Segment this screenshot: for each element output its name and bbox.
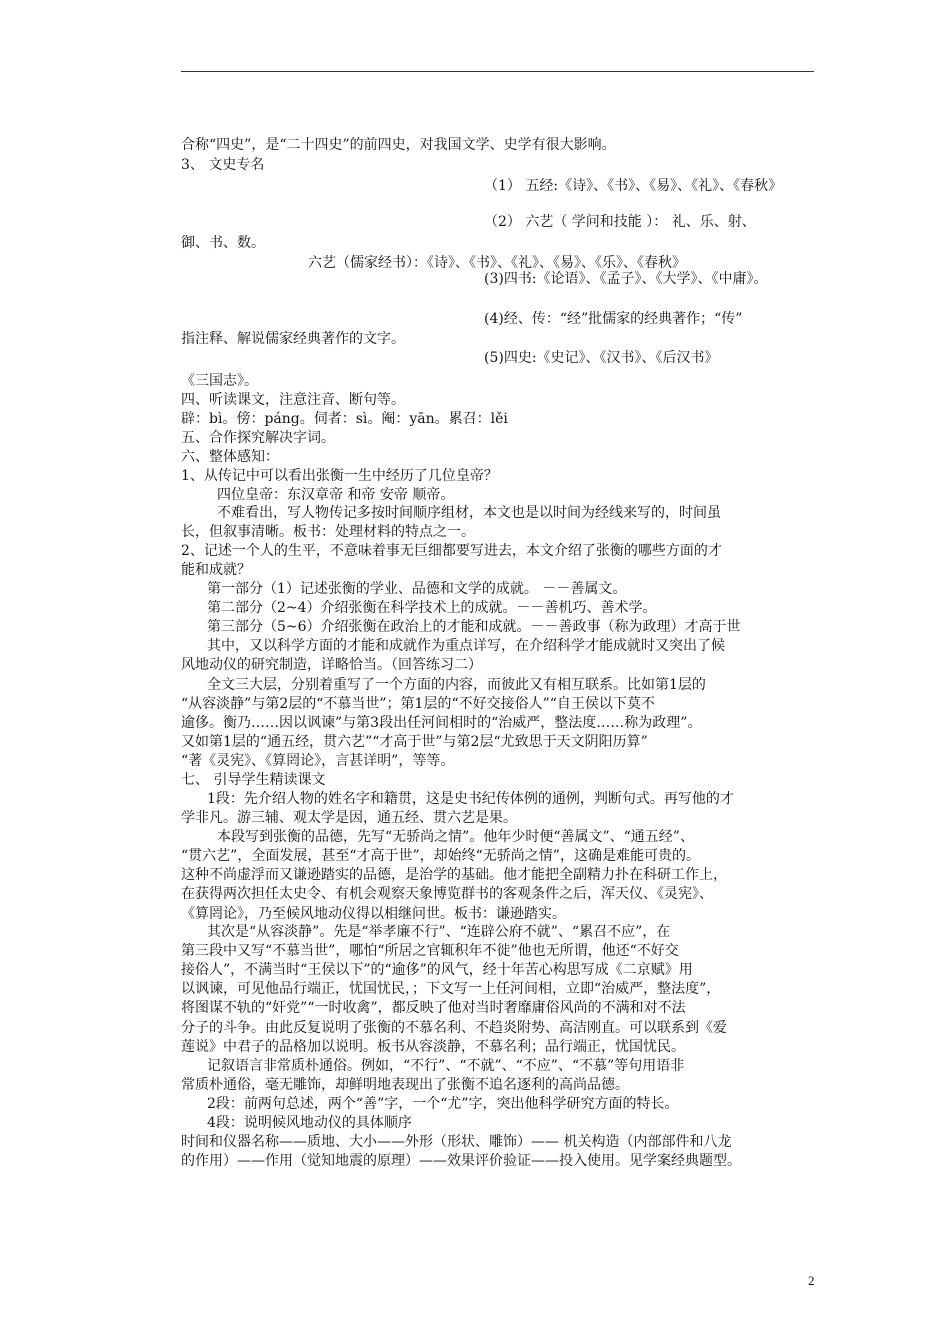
section-heading: 六、整体感知： [181, 449, 279, 465]
pronunciation-line: 辟：bì。傍：páng。伺者：sì。阉：yān。累召：lěi [181, 411, 508, 427]
section-heading: 3、 文史专名 [181, 157, 265, 173]
text-line: 御、书、数。 [181, 235, 265, 251]
text-line: 这种不尚虚浮而又谦逊踏实的品德，是治学的基础。他才能把全副精力扑在科研工作上， [181, 867, 727, 883]
text-line: 的作用）——作用（觉知地震的原理）——效果评价验证——投入使用。见学案经典题型。 [181, 1153, 741, 1169]
text-line: 第三部分（5~6）介绍张衡在政治上的才能和成就。－－善政事（称为政理）才高于世 [207, 619, 741, 635]
text-line: “贯六艺”，全面发展，甚至“才高于世”，却始终“无骄尚之情”，这确是难能可贵的。 [181, 848, 700, 864]
text-line: 六艺（儒家经书）：《诗》、《书》、《礼》、《易》、《乐》、《春秋》 [308, 255, 686, 271]
text-line: 《算罔论》，乃至候风地动仪得以相继问世。板书：谦逊踏实。 [181, 906, 566, 922]
section-heading: 四、听读课文，注意注音、断句等。 [181, 392, 405, 408]
text-line: 学非凡。游三辅、观太学是因，通五经、贯六艺是果。 [181, 810, 517, 826]
text-line: 第三段中又写“不慕当世”，哪怕“所居之官辄积年不徙”他也无所谓，他还“不好交 [181, 943, 679, 959]
text-line: 时间和仪器名称——质地、大小——外形（形状、雕饰）—— 机关构造（内部部件和八龙 [181, 1134, 732, 1150]
text-line: （1） 五经:《诗》、《书》、《易》、《礼》、《春秋》 [484, 178, 783, 194]
text-line: 本段写到张衡的品德，先写“无骄尚之情”。他年少时便“善属文”、“通五经”、 [217, 829, 694, 845]
text-line: 风地动仪的研究制造，详略恰当。（回答练习二） [181, 657, 482, 673]
text-line: 第一部分（1）记述张衡的学业、品德和文学的成就。 －－善属文。 [207, 581, 627, 597]
text-line: 合称“四史”，是“二十四史”的前四史，对我国文学、史学有很大影响。 [181, 137, 616, 153]
text-line: 全文三大层，分别着重写了一个方面的内容，而彼此又有相互联系。比如第1层的 [207, 677, 706, 693]
text-line: 分子的斗争。由此反复说明了张衡的不慕名利、不趋炎附势、高洁刚直。可以联系到《爱 [181, 1020, 727, 1036]
text-line: 1段：先介绍人物的姓名字和籍贯，这是史书纪传体例的通例，判断句式。再写他的才 [207, 791, 734, 807]
text-line: 将图谋不轨的“奸党”“一时收禽”，都反映了他对当时奢靡庸俗风尚的不满和对不法 [181, 1000, 686, 1016]
text-line: 长，但叙事清晰。板书：处理材料的特点之一。 [181, 524, 475, 540]
text-line: 又如第1层的“通五经，贯六艺”“才高于世”与第2层“尤致思于天文阴阳历算” [181, 734, 648, 750]
text-line: (4)经、传：“经”批儒家的经典著作；“传” [484, 311, 743, 327]
text-line: (5)四史:《史记》、《汉书》、《后汉书》 [484, 350, 719, 366]
text-line: 记叙语言非常质朴通俗。例如，“不行”、“不就”、“不应”、“不慕”等句用语非 [207, 1058, 685, 1074]
text-line: 2段：前两句总述，两个“善”字，一个“尤”字，突出他科学研究方面的特长。 [207, 1096, 679, 1112]
text-line: 莲说》中君子的品格加以说明。板书从容淡静，不慕名利；品行端正，忧国忧民。 [181, 1039, 685, 1055]
text-line: 《三国志》。 [181, 373, 258, 389]
text-line: 其次是“从容淡静”。先是“举孝廉不行”、“连辟公府不就”、“累召不应”，在 [207, 924, 671, 940]
text-line: 指注释、解说儒家经典著作的文字。 [181, 331, 405, 347]
text-line: “从容淡静”与第2层的“不慕当世”；第1层的“不好交接俗人”“自王侯以下莫不 [181, 696, 655, 712]
text-line: 不难看出，写人物传记多按时间顺序组材，本文也是以时间为经线来写的，时间虽 [217, 505, 721, 521]
page-number: 2 [808, 1273, 815, 1288]
text-line: 接俗人”，不满当时“王侯以下”的“逾侈”的风气，经十年苦心构思写成《二京赋》用 [181, 962, 693, 978]
section-heading: 五、合作探究解决字词。 [181, 430, 335, 446]
text-line: 四位皇帝：东汉章帝 和帝 安帝 顺帝。 [217, 487, 455, 503]
text-line: （2） 六艺（ 学问和技能 ）： 礼、乐、射、 [484, 214, 756, 230]
text-line: 4段：说明候风地动仪的具体顺序 [207, 1115, 412, 1131]
question-line: 能和成就？ [181, 562, 251, 578]
text-line: “著《灵宪》、《算罔论》，言甚详明”，等等。 [181, 753, 455, 769]
text-line: 常质朴通俗，毫无雕饰，却鲜明地表现出了张衡不追名逐利的高尚品德。 [181, 1077, 629, 1093]
header-rule [181, 71, 814, 72]
question-line: 1、从传记中可以看出张衡一生中经历了几位皇帝？ [181, 468, 498, 484]
section-heading: 七、 引导学生精读课文 [181, 772, 326, 788]
text-line: 其中，又以科学方面的才能和成就作为重点详写，在介绍科学才能成就时又突出了候 [207, 638, 725, 654]
text-line: 在获得两次担任太史令、有机会观察天象博览群书的客观条件之后，浑天仪、《灵宪》、 [181, 886, 713, 902]
text-line: (3)四书:《论语》、《孟子》、《大学》、《中庸》。 [484, 271, 768, 287]
text-line: 以讽谏，可见他品行端正，忧国忧民，；下文写一上任河间相，立即“治威严，整法度”， [181, 981, 721, 997]
question-line: 2、记述一个人的生平，不意味着事无巨细都要写进去，本文介绍了张衡的哪些方面的才 [181, 543, 722, 559]
text-line: 逾侈。衡乃……因以讽谏”与第3段出任河间相时的“治威严，整法度……称为政理”。 [181, 715, 702, 731]
text-line: 第二部分（2~4）介绍张衡在科学技术上的成就。－－善机巧、善术学。 [207, 600, 657, 616]
